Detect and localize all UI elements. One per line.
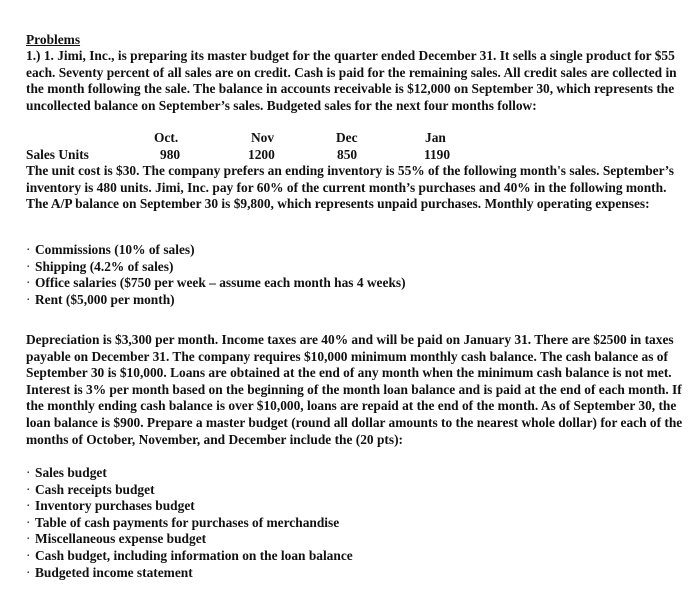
list-item: · Office salaries ($750 per week – assume each month has 4 weeks): [26, 275, 406, 291]
sales-units-label: Sales Units: [26, 147, 89, 162]
bullet-icon: ·: [26, 465, 31, 480]
sales-units-table: [26, 130, 496, 164]
bullet-icon: ·: [26, 291, 31, 307]
list-item: · Table of cash payments for purchases of merchandise: [26, 514, 340, 530]
operating-expenses-list: [26, 242, 406, 308]
month-header-oct: Oct.: [154, 130, 179, 145]
list-item: · Commissions (10% of sales): [26, 242, 195, 257]
list-item: · Rent ($5,000 per month): [26, 291, 175, 307]
list-item: · Miscellaneous expense budget: [26, 531, 207, 547]
bullet-icon: ·: [26, 258, 31, 274]
sales-units-oct: 980: [160, 147, 181, 162]
sales-units-nov: 1200: [248, 147, 275, 162]
list-item: · Cash receipts budget: [26, 481, 155, 497]
problem-intro-paragraph: 1.) 1. Jimi, Inc., is preparing its master budget for the quarter ended December 31. It sells a single product for $55 each. Seventy percent of all sales are on credit. Cash is paid for the remaining sales. All credit sales are collected in the month following the sale. The balance in accounts receivable is $12,000 on September 30, which represents the uncollected balance on September’s sales. Budgeted sales for the next four months follow:: [26, 48, 677, 113]
list-item: · Shipping (4.2% of sales): [26, 258, 174, 274]
month-header-dec: Dec: [336, 130, 358, 145]
deliverables-list: [26, 465, 353, 581]
bullet-icon: ·: [26, 481, 31, 497]
problems-heading: Problems: [26, 32, 81, 47]
bullet-icon: ·: [26, 242, 31, 257]
bullet-icon: ·: [26, 531, 31, 547]
unit-cost-paragraph: The unit cost is $30. The company prefers an ending inventory is 55% of the following month's sales. September’s inventory is 480 units. Jimi, Inc. pay for 60% of the current month’s purchases and 40% in the following month. The A/P balance on September 30 is $9,800, which represents unpaid purchases. Monthly operating expenses:: [26, 163, 674, 212]
depreciation-paragraph: Depreciation is $3,300 per month. Income taxes are 40% and will be paid on January 31. There are $2500 in taxes payable on December 31. The company requires $10,000 minimum monthly cash balance. The cash balance as of September 30 is $10,000. Loans are obtained at the end of any month when the minimum cash balance is not met. Interest is 3% per month based on the beginning of the month loan balance and is paid at the end of each month. If the monthly ending cash balance is over $10,000, loans are repaid at the end of the month. As of September 30, the loan balance is $900. Prepare a master budget (round all dollar amounts to the nearest whole dollar) for each of the months of October, November, and December include the (20 pts):: [26, 332, 683, 447]
list-item: · Sales budget: [26, 465, 107, 480]
bullet-icon: ·: [26, 564, 31, 580]
bullet-icon: ·: [26, 275, 31, 291]
bullet-icon: ·: [26, 547, 31, 563]
sales-units-dec: 850: [337, 147, 358, 162]
bullet-icon: ·: [26, 498, 31, 514]
month-header-jan: Jan: [425, 130, 446, 145]
bullet-icon: ·: [26, 514, 31, 530]
list-item: · Inventory purchases budget: [26, 498, 195, 514]
month-header-nov: Nov: [251, 130, 275, 145]
list-item: · Cash budget, including information on the loan balance: [26, 547, 353, 563]
sales-units-jan: 1190: [424, 147, 451, 162]
list-item: · Budgeted income statement: [26, 564, 193, 580]
